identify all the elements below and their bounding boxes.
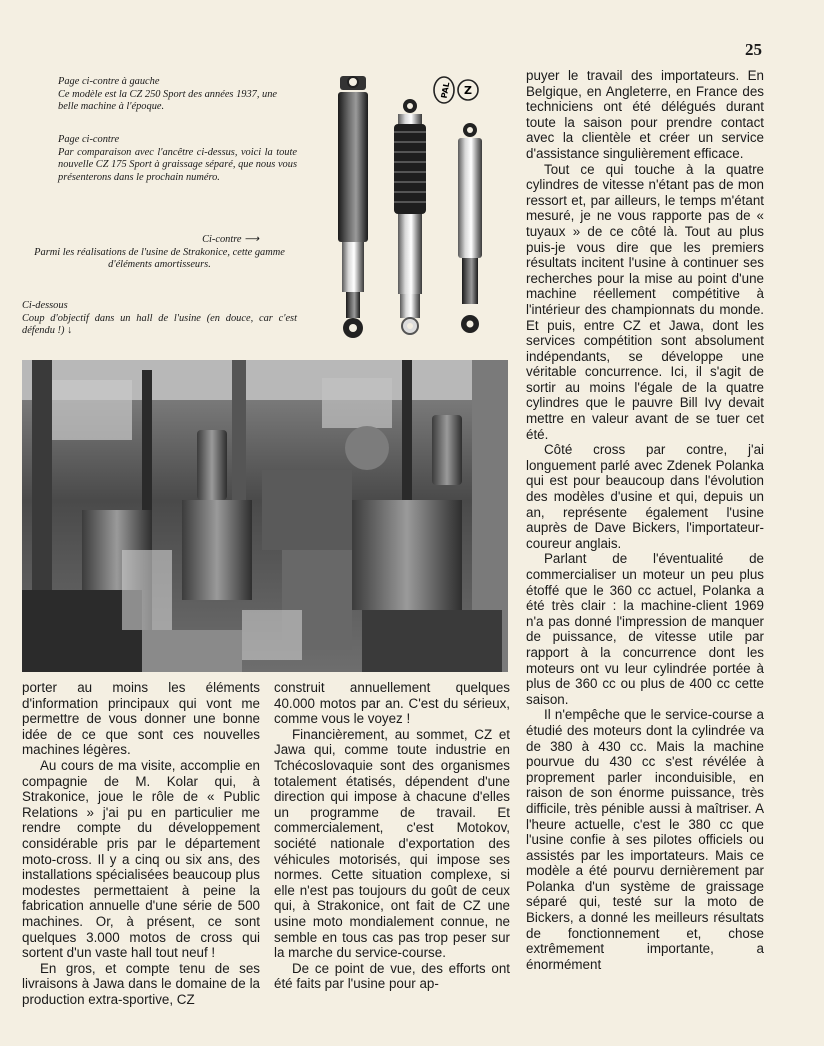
pal-badge-icon: [434, 77, 454, 103]
caption-text: Coup d'objectif dans un hall de l'usine (en douce, car c'est défendu !) ↓: [22, 312, 297, 337]
paragraph: Financièrement, au sommet, CZ et Jawa qui, comme toute industrie en Tchécoslovaquie sont des organismes totalement étatisés, dépendent d'une direction qui impose à chacune d'elles un programme de travail. Et commercialement, c'est Motokov, société nationale d'exportation des véhicules motorisés, qui impose ses normes. Cette situation complexe, si elle n'est pas toujours du goût de ceux qui, à Strakonice, ont fait de CZ une usine moto mondialement connue, ne semble en tous cas pas trop peser sur la marche du service-course.: [274, 726, 510, 961]
z-badge-icon: [458, 80, 478, 100]
caption-text: Par comparaison avec l'ancêtre ci-dessus, voici la toute nouvelle CZ 175 Sport à graissage séparé, que nous vous présenterons dans le prochain numéro.: [58, 146, 297, 183]
caption-label: Page ci-contre: [58, 134, 120, 145]
shock-absorber-large: [338, 76, 368, 338]
text-column-2: [274, 680, 510, 992]
svg-text:PAL: PAL: [439, 81, 452, 100]
text-column-1: [22, 680, 260, 1007]
caption-factory-hall: [22, 300, 297, 338]
svg-text:Z: Z: [464, 84, 472, 97]
paragraph: construit annuellement quelques 40.000 motos par an. C'est du sérieux, comme vous le voyez !: [274, 680, 510, 727]
paragraph: Tout ce qui touche à la quatre cylindres de vitesse n'étant pas de mon ressort et, par ailleurs, le temps m'étant mesuré, je ne vous rapporte pas de « tuyaux » de ce côté là. Tout au plus puis-je vous dire que les premiers résultats incitent l'usine à continuer ses recherches pour la mise au point d'une machine réellement compétitive à l'intérieur des championnats du monde. Et puis, entre CZ et Jawa, dont les services compétition sont absolument indépendants, se développe une véritable concurrence. Ici, il s'agit de sortir au moins l'égale de la quatre cylindres que le pauvre Bill Ivy devait mettre en valeur avant de se tuer cet été.: [526, 161, 764, 442]
caption-opposite-page: [22, 134, 297, 184]
caption-shock-absorbers: [22, 234, 297, 272]
shock-absorbers-image: [318, 68, 518, 348]
paragraph: puyer le travail des importateurs. En Belgique, en Angleterre, en France des techniciens ont été délégués durant toute la saison pour prendre contact avec la clientèle et créer un service d'assistance singulièrement efficace.: [526, 68, 764, 161]
paragraph: De ce point de vue, des efforts ont été faits par l'usine pour ap-: [274, 960, 510, 992]
caption-label: Page ci-contre à gauche: [58, 76, 160, 87]
text-column-3: [526, 68, 764, 972]
paragraph: Parlant de l'éventualité de commercialiser un moteur un peu plus étoffé que le 360 cc actuel, Polanka a été très clair : la machine-client 1969 n'a pas donné l'impression de manquer de puissance, de vitesse utile par rapport à la concurrence dont les moteurs ont vu leur cylindrée portée à plus de 360 cc ou plus de 400 cc cette saison.: [526, 551, 764, 707]
caption-label: Ci-dessous: [22, 300, 68, 311]
caption-label: Ci-contre ⟶: [202, 234, 259, 245]
caption-text: Ce modèle est la CZ 250 Sport des années 1937, une belle machine à l'époque.: [58, 88, 278, 113]
paragraph: En gros, et compte tenu de ses livraisons à Jawa dans le domaine de la production extra-sportive, CZ: [22, 960, 260, 1007]
caption-text: Parmi les réalisations de l'usine de Strakonice, cette gamme d'éléments amortisseurs.: [34, 246, 285, 271]
caption-left-page: [22, 76, 297, 114]
factory-hall-photo: [22, 360, 508, 672]
paragraph: Côté cross par contre, j'ai longuement parlé avec Zdenek Polanka qui est pour beaucoup dans l'évolution des modèles d'usine et qui, depuis un an, représente également l'usine auprès de Dave Bickers, l'importateur-coureur anglais.: [526, 442, 764, 551]
page-number: 25: [745, 40, 762, 59]
paragraph: porter au moins les éléments d'information principaux qui vont me permettre de vous donner une bonne idée de ce que sont ces nouvelles machines légères.: [22, 680, 260, 758]
shock-absorber-bellows: [394, 99, 426, 334]
paragraph: Au cours de ma visite, accomplie en compagnie de M. Kolar qui, à Strakonice, joue le rôle de « Public Relations » j'ai pu en particulier me rendre compte du développement considérable pris par le département moto-cross. Il y a cinq ou six ans, des installations spécialisées beaucoup plus modestes permettaient à peine la fabrication annuelle d'une série de 500 machines. Or, à présent, ce sont quelques 3.000 motos de cross qui sortent d'un vaste hall tout neuf !: [22, 757, 260, 961]
shock-absorber-slim: [458, 123, 482, 333]
paragraph: Il n'empêche que le service-course a étudié des moteurs dont la cylindrée va de 380 à 430 cc. Mais la machine pourvue du 430 cc s'est révélée à proprement parler inconduisible, en raison de son énorme puissance, très difficile, très pénible aussi à maîtriser. A l'heure actuelle, c'est le 380 cc que l'usine confie à ses pilotes officiels ou assistés par les importateurs. Mais ce modèle a été pourvu dernièrement par Polanka d'un système de graissage séparé qui, testé sur la moto de Bickers, a donné les meilleurs résultats de fonctionnement et, chose extrêmement importante, a énormément: [526, 707, 764, 972]
